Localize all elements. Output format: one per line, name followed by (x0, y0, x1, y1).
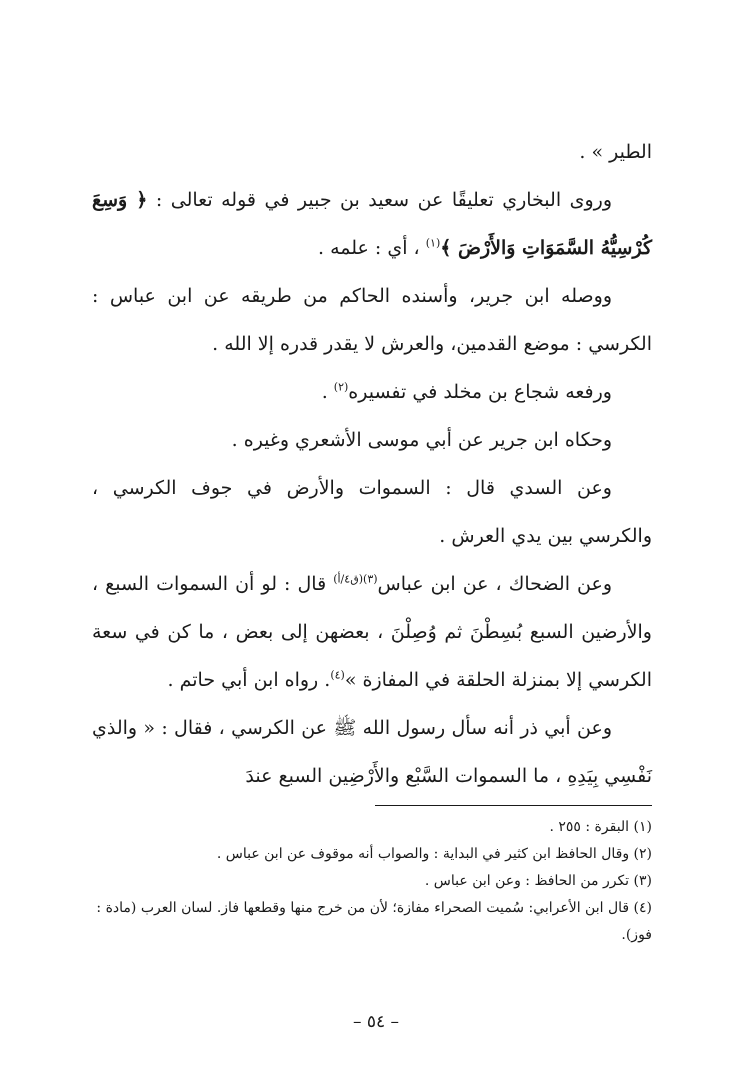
paragraph-text: . رواه ابن أبي حاتم . (167, 669, 331, 691)
paragraph-text: وعن السدي قال : السموات والأرض في جوف الكرسي ، والكرسي بين يدي العرش . (92, 477, 652, 547)
paragraph-text: وعن الضحاك ، عن ابن عباس (377, 573, 612, 595)
paragraph (92, 416, 652, 464)
page-number: – ٥٤ – (352, 1012, 400, 1032)
paragraph (92, 368, 652, 416)
footnote-marker: (٤) (330, 668, 345, 682)
footnote-marker: (٣)(ق٤/أ) (333, 572, 378, 586)
paragraph-text: . (321, 381, 334, 403)
paragraph-text: ورفعه شجاع بن مخلد في تفسيره (348, 381, 612, 403)
paragraph-text: ، أي : علمه . (317, 237, 426, 259)
footnote-marker: (٢) (333, 380, 349, 394)
paragraph (92, 704, 652, 800)
paragraph (92, 560, 652, 704)
paragraph-text: وحكاه ابن جرير عن أبي موسى الأشعري وغيره . (231, 429, 612, 451)
footnote: (٤) قال ابن الأعرابي: سُميت الصحراء مفازة؛ لأن من خرج منها وقطعها فاز. لسان العرب (مادة : فوز). (96, 900, 652, 943)
footnote: (٣) تكرر من الحافظ : وعن ابن عباس . (424, 873, 652, 889)
paragraph (92, 464, 652, 560)
footnote-divider (375, 805, 652, 806)
footnote-marker: (١) (425, 236, 441, 250)
paragraph-text: الطير » . (579, 141, 652, 163)
paragraph-text: ووصله ابن جرير، وأسنده الحاكم من طريقه عن ابن عباس : الكرسي : موضع القدمين، والعرش لا يقدر قدره إلا الله . (92, 285, 652, 355)
paragraph (92, 128, 652, 176)
footnote: (٢) وقال الحافظ ابن كثير في البداية : والصواب أنه موقوف عن ابن عباس . (216, 846, 652, 862)
quran-verse: ﴿ وَسِعَ كُرْسِيُّهُ السَّمَوَاتِ وَالأَرْضَ ﴾ (92, 189, 652, 259)
footnotes (92, 814, 652, 949)
footnote: (١) البقرة : ٢٥٥ . (549, 819, 652, 835)
main-text (92, 128, 652, 800)
paragraph (92, 176, 652, 272)
paragraph-text: قال : لو أن السموات السبع ، والأرضين السبع بُسِطْنَ ثم وُصِلْنَ ، بعضهن إلى بعض ، ما كن في سعة الكرسي إلا بمنزلة الحلقة في المفازة » (92, 573, 652, 691)
paragraph-text: وروى البخاري تعليقًا عن سعيد بن جبير في قوله تعالى : (147, 189, 612, 211)
paragraph (92, 272, 652, 368)
paragraph-text: وعن أبي ذر أنه سأل رسول الله ﷺ عن الكرسي ، فقال : « والذي نَفْسِي بِيَدِهِ ، ما السموات السَّبْع والأَرْضِين السبع عندَ (92, 717, 652, 787)
